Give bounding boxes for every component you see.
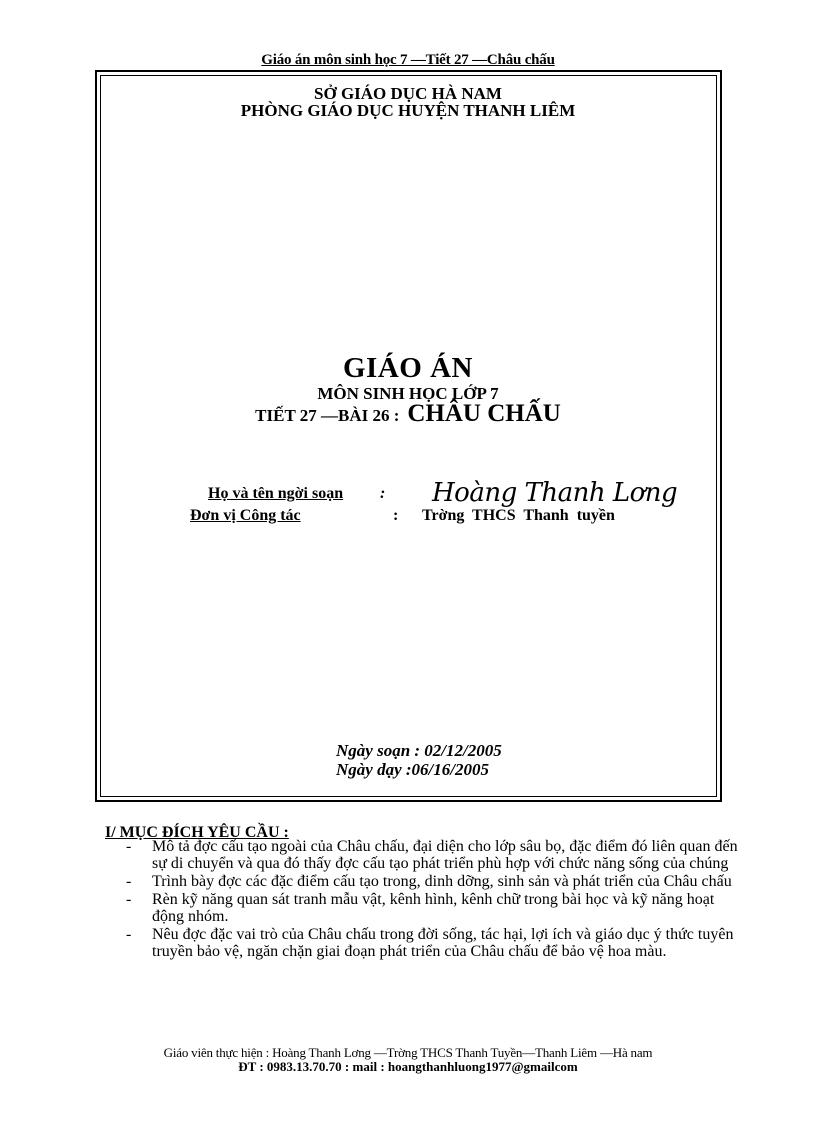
bullet-dash: - [126, 873, 132, 890]
document-title: GIÁO ÁN [343, 352, 473, 384]
date-prepared: Ngày soạn : 02/12/2005 [336, 741, 502, 760]
office-name: PHÒNG GIÁO DỤC HUYỆN THANH LIÊM [240, 101, 576, 120]
objectives-title: I/ MỤC ĐÍCH YÊU CẦU : [105, 824, 289, 841]
lesson-name: CHÂU CHẤU [407, 400, 561, 427]
list-item [126, 891, 744, 925]
unit-colon: : [393, 507, 399, 524]
objectives-list [126, 838, 744, 961]
objective-text: Mô tả đợc cấu tạo ngoài của Châu chấu, đại diện cho lớp sâu bọ, đặc điểm đó liên quan đến sự di chuyển và qua đó thấy đợc cấu tạo phát triển phù hợp với chức năng sống của chúng [152, 838, 738, 872]
lesson-number: TIẾT 27 —BÀI 26 : [255, 406, 400, 425]
unit-label: Đơn vị Công tác [190, 507, 301, 524]
cover-frame [95, 70, 722, 802]
footer-contact-line: ĐT : 0983.13.70.70 : mail : hoangthanhluong1977@gmailcom [238, 1059, 578, 1074]
list-item [126, 926, 744, 960]
bullet-dash: - [126, 838, 132, 855]
author-colon: : [380, 485, 386, 502]
objective-text: Nêu đợc đặc vai trò của Châu chấu trong đời sống, tác hại, lợi ích và giáo dục ý thức tuyên truyền bảo vệ, ngăn chặn giai đoạn phát triển của Châu chấu để bảo vệ hoa màu. [152, 926, 734, 960]
footer-teacher-line: Giáo viên thực hiện : Hoàng Thanh Lơng —Trờng THCS Thanh Tuyền—Thanh Liêm —Hà nam [163, 1045, 653, 1060]
cover-frame-inner-border [100, 75, 717, 797]
date-taught: Ngày dạy :06/16/2005 [336, 760, 489, 779]
objective-text: Rèn kỹ năng quan sát tranh mẫu vật, kênh hình, kênh chữ trong bài học và kỹ năng hoạt động nhóm. [152, 891, 715, 925]
bullet-dash: - [126, 926, 132, 943]
objective-text: Trình bày đợc các đặc điểm cấu tạo trong, dinh dỡng, sinh sản và phát triển của Châu chấu [152, 873, 732, 890]
page-header-title: Giáo án môn sinh học 7 —Tiết 27 —Châu chấu [261, 52, 555, 68]
unit-value: Trờng THCS Thanh tuyền [422, 507, 615, 524]
subject-line: MÔN SINH HỌC LỚP 7 [317, 384, 499, 403]
bullet-dash: - [126, 891, 132, 908]
list-item [126, 873, 744, 890]
department-name: SỞ GIÁO DỤC HÀ NAM [314, 84, 502, 103]
author-label: Họ và tên ngời soạn [208, 485, 344, 502]
lesson-line [0, 400, 816, 428]
author-name: Hoàng Thanh Lơng [432, 478, 678, 508]
list-item [126, 838, 744, 872]
